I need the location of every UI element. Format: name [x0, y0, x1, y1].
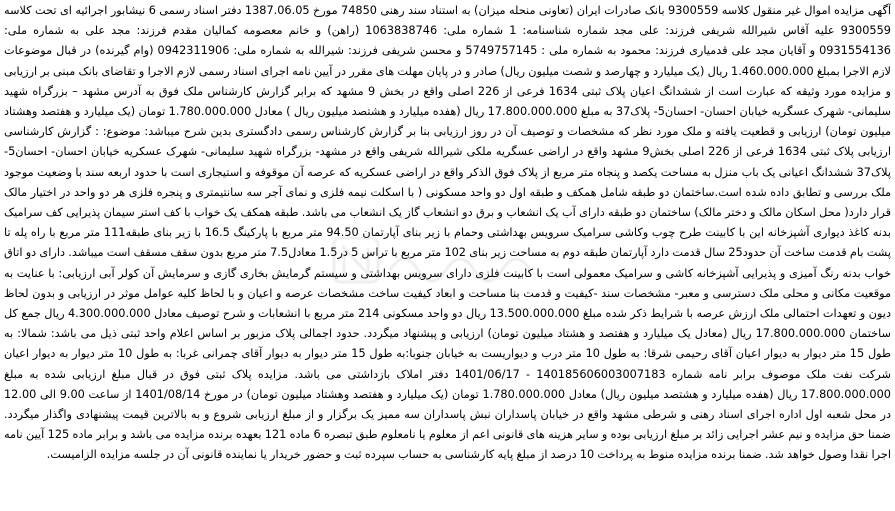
- auction-notice-text: آگهی مزایده اموال غیر منقول کلاسه 9300559 بانک صادرات ایران (تعاونی منحله میزان) به استناد سند رهنی 74850 مورخ 1387.06.05 دفتر اسناد رسمی 6 نیشابور اجرائیه ای تحت کلاسه 9300559 علیه آقاس شیرالله شریفی فرزند: علی مجد شماره شناسنامه: 1 شماره ملی: 1063838746 (راهن) و خانم معصومه کمالیان مقدم فرزند: مجد علی به شماره ملی: 0931554136 و آقایان مجد علی قدمیاری فرزند: محمود به شماره ملی : 5749757145 و محسن شریفی فرزند: شیرالله به شماره ملی: 0942311906 (وام گیرنده) در قبال موضوعات لازم الاجرا بمبلغ 1.460.000.000 ریال (یک میلیارد و چهارصد و شصت میلیون ریال) صادر و در پایان مهلت های مقرر در آیین نامه اجرای اسناد رسمی لازم الاجرا و تقاضای بانک مبنی بر ارزیابی و مزایده مورد وثیقه که عبارت است از ششدانگ اعیان پلاک ثبتی 1634 فرعی از 226 اصلی واقع در بخش 9 مشهد که برابر گزارش کارشناس ملک فوق به آدرس مشهد – بزرگراه شهید سلیمانی- شهرک عسگریه خیابان احسان- احسان5- پلاک37 به مبلغ 17.800.000.000 ریال (هفده میلیارد و هشتصد میلیون ریال ) معادل 1.780.000.000 تومان (یک میلیارد و هفتصد وهشتاد میلیون تومان) ارزیابی و قطعیت یافته و ملک مورد نظر که مشخصات و توصیف آن در روز ارزیابی بنا بر گزارش کارشناس رسمی دادگستری بدین شرح میباشد: موضوع: : گزارش کارشناسی ارزیابی پلاک ثبتی 1634 فرعی از 226 اصلی بخش9 مشهد واقع در اراضی عسگریه ملکی شیرالله شریفی واقع در مشهد- بزرگراه شهید سلیمانی- شهرک عسکریه خیابان احسان- احسان5- پلاک37 ششدانگ اعیانی یک باب منزل به مساحت یکصد و پنجاه متر مربع از پلاک فوق الذکر واقع در اراضی عسکریه که عرصه آن موقوفه و استیجاری است با حدود اربعه سند با وضعیت موجود ملک بررسی و تطابق داده شده است.ساختمان دو طبقه شامل همکف و طبقه اول دو واحد مسکونی ( با اسکلت نیمه فلزی و نمای آجر سه سانتیمتری و پنجره فلزی هر دو واحد در اختیار مالک قرار دارد( محل اسکان مالک و دختر مالک) ساختمان دو طبقه دارای آب یک انشعاب و برق دو انشعاب گاز یک انشعاب می باشد. طبقه همکف یک خواب با کف استر سیمان پذیرایی کف سرامیک بدنه کاغذ دیواری آشپزخانه این با کابینت طرح چوب وکاشی سرامیک سرویس بهداشتی وحمام با زیر بنای آپارتمان 94.50 متر مربع با پارکینگ 16.5 با زیر بنای طبقه111 متر مربع با راه پله تا پشت بام قدمت ساخت آن حدود25 سال قدمت دارد آپارتمان طبقه دوم به مساحت زیر بنای 102 متر مربع با تراس 5 در1.5 معادل7.5 متر مربع بدون سقف مسقف است میباشد. دارای دو اتاق خواب بدنه رنگ آمیزی و پذیرایی آشپزخانه کاشی و سرامیک معمولی است با کابینت فلزی دارای سرویس بهداشتی و سیستم گرمایش بخاری گازی و سرمایش آن کولر آبی ارزیابی: با عنایت به موقعیت مکانی و محلی ملک دسترسی و معبر- مشخصات سند -کیفیت و قدمت بنا مساحت و ابعاد کیفیت ساخت مشخصات عرصه و اعیان و با لحاظ کلیه عوامل موثر در ارزیابی و بدون لحاظ دیون و تعهدات احتمالی ملک ارزش عرصه با شرایط ذکر شده مبلغ 13.500.000.000 ریال دو واحد مسکونی 214 متر مربع با انشعابات و شرح توصیف معادل 4.300.000.000 ریال جمع کل ساختمان 17.800.000.000 ریال (معادل یک میلیارد و هفتصد و هشتاد میلیون تومان) ارزیابی و پیشنهاد میگردد. حدود اجمالی پلاک مزبور بر اساس اعلام واحد ثبتی ذیل می باشد: شمالا: به طول 15 متر دیوار به دیوار اعیان آقای رحیمی شرقا: به طول 10 متر درب و دیواریست به خیابان جنوبا:به طول 15 متر دیوار به دیوار آقای چمرانی غربا: به طول 10 متر دیوار به دیوار اعیان شرکت نفت ملک موصوف برابر نامه شماره 140185606003007183 - 1401/06/17 دفتر املاک بازداشتی می باشد. مزایده پلاک ثبتی فوق در قبال مبلغ ارزیابی شده به مبلغ 17.800.000.000 ریال (هفده میلیارد و هشتصد میلیون ریال) معادل 1.780.000.000 تومان (یک میلیارد و هفتصد وهشتاد میلیون تومان) در مورخ 1401/08/14 از ساعت 9.00 الی 12.00 در محل شعبه اول اداره اجرای اسناد رهنی و شرطی مشهد واقع در خیابان پاسداران نبش پاسداران سه ممیز یک برگزار و از مبلغ ارزیابی شروع و به بالاترین قیمت پیشنهادی واگذار میگردد. ضمنا حق مزایده و نیم عشر اجرایی زائد بر مبلغ ارزیابی بوده و سایر هزینه های قانونی اعم از معلوم یا نامعلوم طبق تبصره 6 ماده 121 بعهده برنده مزایده می باشد و برابر ماده 125 آیین نامه اجرا نقدا وصول خواهد شد. ضمنا برنده مزایده منوط به پرداخت 10 درصد از مبلغ پایه کارشناسی به حساب سپرده ثبت و حضور خریدار یا نماینده قانونی آن در جلسه مزایده الزامیست.: [4, 4, 891, 462]
